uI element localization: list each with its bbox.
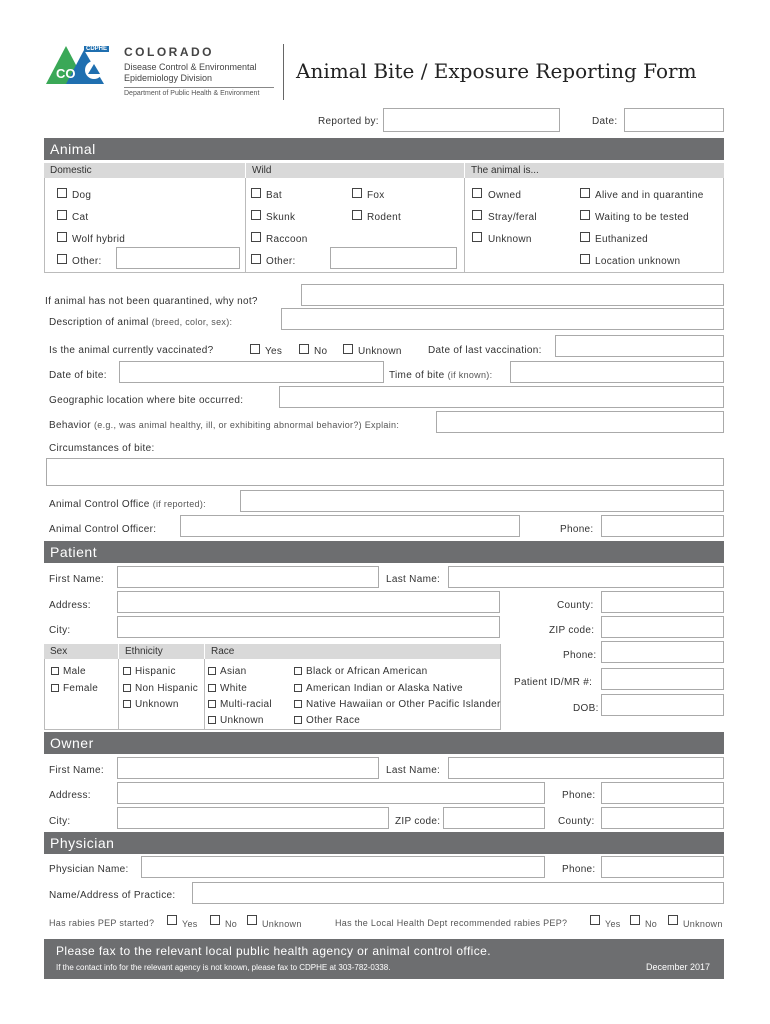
domestic-other-label: Other:: [72, 256, 102, 267]
pep-rec-no-checkbox[interactable]: [630, 915, 640, 925]
stray-label: Stray/feral: [488, 212, 537, 223]
patient-first-name-label: First Name:: [49, 574, 104, 585]
raccoon-label: Raccoon: [266, 234, 308, 245]
patient-id-label: Patient ID/MR #:: [514, 677, 593, 688]
pep-rec-unknown-checkbox[interactable]: [668, 915, 678, 925]
header-divider: [283, 44, 284, 100]
pep-rec-unknown-label: Unknown: [683, 919, 723, 929]
patient-address-label: Address:: [49, 600, 91, 611]
owner-section-header: Owner: [44, 732, 724, 754]
non-hispanic-checkbox[interactable]: [123, 684, 131, 692]
cdphe-logo: [44, 44, 120, 90]
owner-zip-label: ZIP code:: [395, 816, 441, 827]
time-bite-label: Time of bite (if known):: [389, 370, 493, 381]
bat-checkbox[interactable]: [251, 188, 261, 198]
quarantine-checkbox[interactable]: [580, 188, 590, 198]
cat-label: Cat: [72, 212, 89, 223]
pep-started-no-checkbox[interactable]: [210, 915, 220, 925]
wolf-hybrid-checkbox[interactable]: [57, 232, 67, 242]
vacc-unknown-label: Unknown: [358, 346, 402, 357]
owned-checkbox[interactable]: [472, 188, 482, 198]
vaccinated-label: Is the animal currently vaccinated?: [49, 345, 214, 356]
asian-label: Asian: [220, 666, 247, 677]
description-input[interactable]: [281, 308, 724, 330]
dog-label: Dog: [72, 190, 92, 201]
pep-started-yes-checkbox[interactable]: [167, 915, 177, 925]
domestic-other-checkbox[interactable]: [57, 254, 67, 264]
logo-badge: CDPHE: [86, 46, 108, 52]
non-hispanic-label: Non Hispanic: [135, 683, 199, 694]
ethnicity-unknown-checkbox[interactable]: [123, 700, 131, 708]
race-unknown-label: Unknown: [220, 715, 264, 726]
fox-label: Fox: [367, 190, 385, 201]
owner-phone-input[interactable]: [601, 782, 724, 804]
circumstances-input[interactable]: [46, 458, 724, 486]
ethnicity-unknown-label: Unknown: [135, 699, 179, 710]
black-label: Black or African American: [306, 666, 428, 677]
asian-checkbox[interactable]: [208, 667, 216, 675]
vacc-yes-label: Yes: [265, 346, 283, 357]
skunk-checkbox[interactable]: [251, 210, 261, 220]
logo-co: CO: [56, 66, 76, 81]
footer-date: December 2017: [646, 962, 711, 972]
vacc-unknown-checkbox[interactable]: [343, 344, 353, 354]
animal-section-header: Animal: [44, 138, 724, 160]
patient-phone-label: Phone:: [563, 650, 597, 661]
geo-input[interactable]: [279, 386, 724, 408]
patient-zip-input[interactable]: [601, 616, 724, 638]
footer-main: Please fax to the relevant local public health agency or animal control office.: [56, 944, 491, 958]
cat-checkbox[interactable]: [57, 210, 67, 220]
pep-started-no-label: No: [225, 919, 238, 929]
last-vacc-label: Date of last vaccination:: [428, 345, 542, 356]
division-line1: Disease Control & Environmental: [124, 62, 257, 72]
patient-last-name-label: Last Name:: [386, 574, 441, 585]
patient-city-input[interactable]: [117, 616, 500, 638]
wild-other-label: Other:: [266, 256, 296, 267]
female-checkbox[interactable]: [51, 684, 59, 692]
euthanized-label: Euthanized: [595, 234, 649, 245]
waiting-tested-label: Waiting to be tested: [595, 212, 690, 223]
domestic-other-input[interactable]: [116, 247, 240, 269]
officer-input[interactable]: [180, 515, 520, 537]
department: Department of Public Health & Environment: [124, 90, 260, 97]
pep-recommended-label: Has the Local Health Dept recommended rabies PEP?: [335, 918, 568, 928]
owner-first-name-input[interactable]: [117, 757, 379, 779]
black-checkbox[interactable]: [294, 667, 302, 675]
domestic-header: Domestic: [44, 163, 245, 178]
wild-other-checkbox[interactable]: [251, 254, 261, 264]
race-unknown-checkbox[interactable]: [208, 716, 216, 724]
physician-phone-label: Phone:: [562, 864, 596, 875]
patient-city-label: City:: [49, 625, 71, 636]
dog-checkbox[interactable]: [57, 188, 67, 198]
patient-dob-label: DOB:: [573, 703, 599, 714]
reported-by-input[interactable]: [383, 108, 560, 132]
patient-first-name-input[interactable]: [117, 566, 379, 588]
white-label: White: [220, 683, 248, 694]
vacc-no-label: No: [314, 346, 328, 357]
other-race-checkbox[interactable]: [294, 716, 302, 724]
patient-county-input[interactable]: [601, 591, 724, 613]
wolf-hybrid-label: Wolf hybrid: [72, 234, 126, 245]
owner-last-name-input[interactable]: [448, 757, 724, 779]
officer-phone-input[interactable]: [601, 515, 724, 537]
pep-started-unknown-checkbox[interactable]: [247, 915, 257, 925]
owner-city-input[interactable]: [117, 807, 389, 829]
division-line2: Epidemiology Division: [124, 73, 213, 83]
rodent-label: Rodent: [367, 212, 402, 223]
owner-first-name-label: First Name:: [49, 765, 104, 776]
patient-phone-input[interactable]: [601, 641, 724, 663]
waiting-tested-checkbox[interactable]: [580, 210, 590, 220]
date-input[interactable]: [624, 108, 724, 132]
owner-county-label: County:: [558, 816, 595, 827]
skunk-label: Skunk: [266, 212, 296, 223]
american-indian-label: American Indian or Alaska Native: [306, 683, 463, 694]
patient-section-header: Patient: [44, 541, 724, 563]
officer-label: Animal Control Officer:: [49, 524, 157, 535]
unknown-owner-checkbox[interactable]: [472, 232, 482, 242]
owner-address-input[interactable]: [117, 782, 545, 804]
patient-dob-input[interactable]: [601, 694, 724, 716]
reported-by-label: Reported by:: [318, 116, 379, 127]
american-indian-checkbox[interactable]: [294, 684, 302, 692]
last-vacc-input[interactable]: [555, 335, 724, 357]
aco-label: Animal Control Office (if reported):: [49, 499, 206, 510]
hispanic-label: Hispanic: [135, 666, 176, 677]
behavior-label: Behavior (e.g., was animal healthy, ill, or exhibiting abnormal behavior?) Explain:: [49, 420, 400, 431]
male-label: Male: [63, 666, 86, 677]
description-label: Description of animal (breed, color, sex):: [49, 317, 233, 328]
vacc-no-checkbox[interactable]: [299, 344, 309, 354]
white-checkbox[interactable]: [208, 684, 216, 692]
physician-name-input[interactable]: [141, 856, 545, 878]
physician-section-header: Physician: [44, 832, 724, 854]
pep-rec-no-label: No: [645, 919, 658, 929]
date-bite-label: Date of bite:: [49, 370, 107, 381]
location-unknown-checkbox[interactable]: [580, 254, 590, 264]
owner-last-name-label: Last Name:: [386, 765, 441, 776]
multiracial-label: Multi-racial: [220, 699, 272, 710]
owner-address-label: Address:: [49, 790, 91, 801]
stray-checkbox[interactable]: [472, 210, 482, 220]
pep-started-yes-label: Yes: [182, 919, 198, 929]
practice-label: Name/Address of Practice:: [49, 890, 176, 901]
form-title: Animal Bite / Exposure Reporting Form: [296, 59, 697, 83]
patient-last-name-input[interactable]: [448, 566, 724, 588]
aco-input[interactable]: [240, 490, 724, 512]
status-header: The animal is...: [465, 163, 724, 178]
pep-rec-yes-checkbox[interactable]: [590, 915, 600, 925]
female-label: Female: [63, 683, 99, 694]
patient-zip-label: ZIP code:: [549, 625, 595, 636]
date-label: Date:: [592, 116, 618, 127]
org-name: COLORADO: [124, 45, 214, 59]
native-hawaiian-checkbox[interactable]: [294, 700, 302, 708]
quarantine-label: Alive and in quarantine: [595, 190, 704, 201]
euthanized-checkbox[interactable]: [580, 232, 590, 242]
hispanic-checkbox[interactable]: [123, 667, 131, 675]
ethnicity-header: Ethnicity: [119, 644, 204, 659]
vacc-yes-checkbox[interactable]: [250, 344, 260, 354]
pep-rec-yes-label: Yes: [605, 919, 621, 929]
not-quarantined-input[interactable]: [301, 284, 724, 306]
wild-header: Wild: [246, 163, 464, 178]
other-race-label: Other Race: [306, 715, 361, 726]
owned-label: Owned: [488, 190, 522, 201]
pep-started-unknown-label: Unknown: [262, 919, 302, 929]
multiracial-checkbox[interactable]: [208, 700, 216, 708]
location-unknown-label: Location unknown: [595, 256, 681, 267]
native-hawaiian-label: Native Hawaiian or Other Pacific Islander: [306, 699, 501, 710]
practice-input[interactable]: [192, 882, 724, 904]
owner-county-input[interactable]: [601, 807, 724, 829]
time-bite-input[interactable]: [510, 361, 724, 383]
geo-label: Geographic location where bite occurred:: [49, 395, 244, 406]
physician-phone-input[interactable]: [601, 856, 724, 878]
date-bite-input[interactable]: [119, 361, 384, 383]
patient-id-input[interactable]: [601, 668, 724, 690]
male-checkbox[interactable]: [51, 667, 59, 675]
unknown-owner-label: Unknown: [488, 234, 532, 245]
sex-header: Sex: [44, 644, 118, 659]
wild-other-input[interactable]: [330, 247, 457, 269]
pep-started-label: Has rabies PEP started?: [49, 918, 155, 928]
fox-checkbox[interactable]: [352, 188, 362, 198]
owner-city-label: City:: [49, 816, 71, 827]
physician-name-label: Physician Name:: [49, 864, 129, 875]
race-header: Race: [205, 644, 500, 659]
owner-phone-label: Phone:: [562, 790, 596, 801]
officer-phone-label: Phone:: [560, 524, 594, 535]
rodent-checkbox[interactable]: [352, 210, 362, 220]
patient-county-label: County:: [557, 600, 594, 611]
circumstances-label: Circumstances of bite:: [49, 443, 155, 454]
raccoon-checkbox[interactable]: [251, 232, 261, 242]
patient-address-input[interactable]: [117, 591, 500, 613]
divider: [124, 87, 274, 88]
footer-sub: If the contact info for the relevant agency is not known, please fax to CDPHE at 303-782-0338.: [56, 963, 391, 972]
not-quarantined-label: If animal has not been quarantined, why not?: [45, 296, 258, 307]
behavior-input[interactable]: [436, 411, 724, 433]
owner-zip-input[interactable]: [443, 807, 545, 829]
bat-label: Bat: [266, 190, 282, 201]
